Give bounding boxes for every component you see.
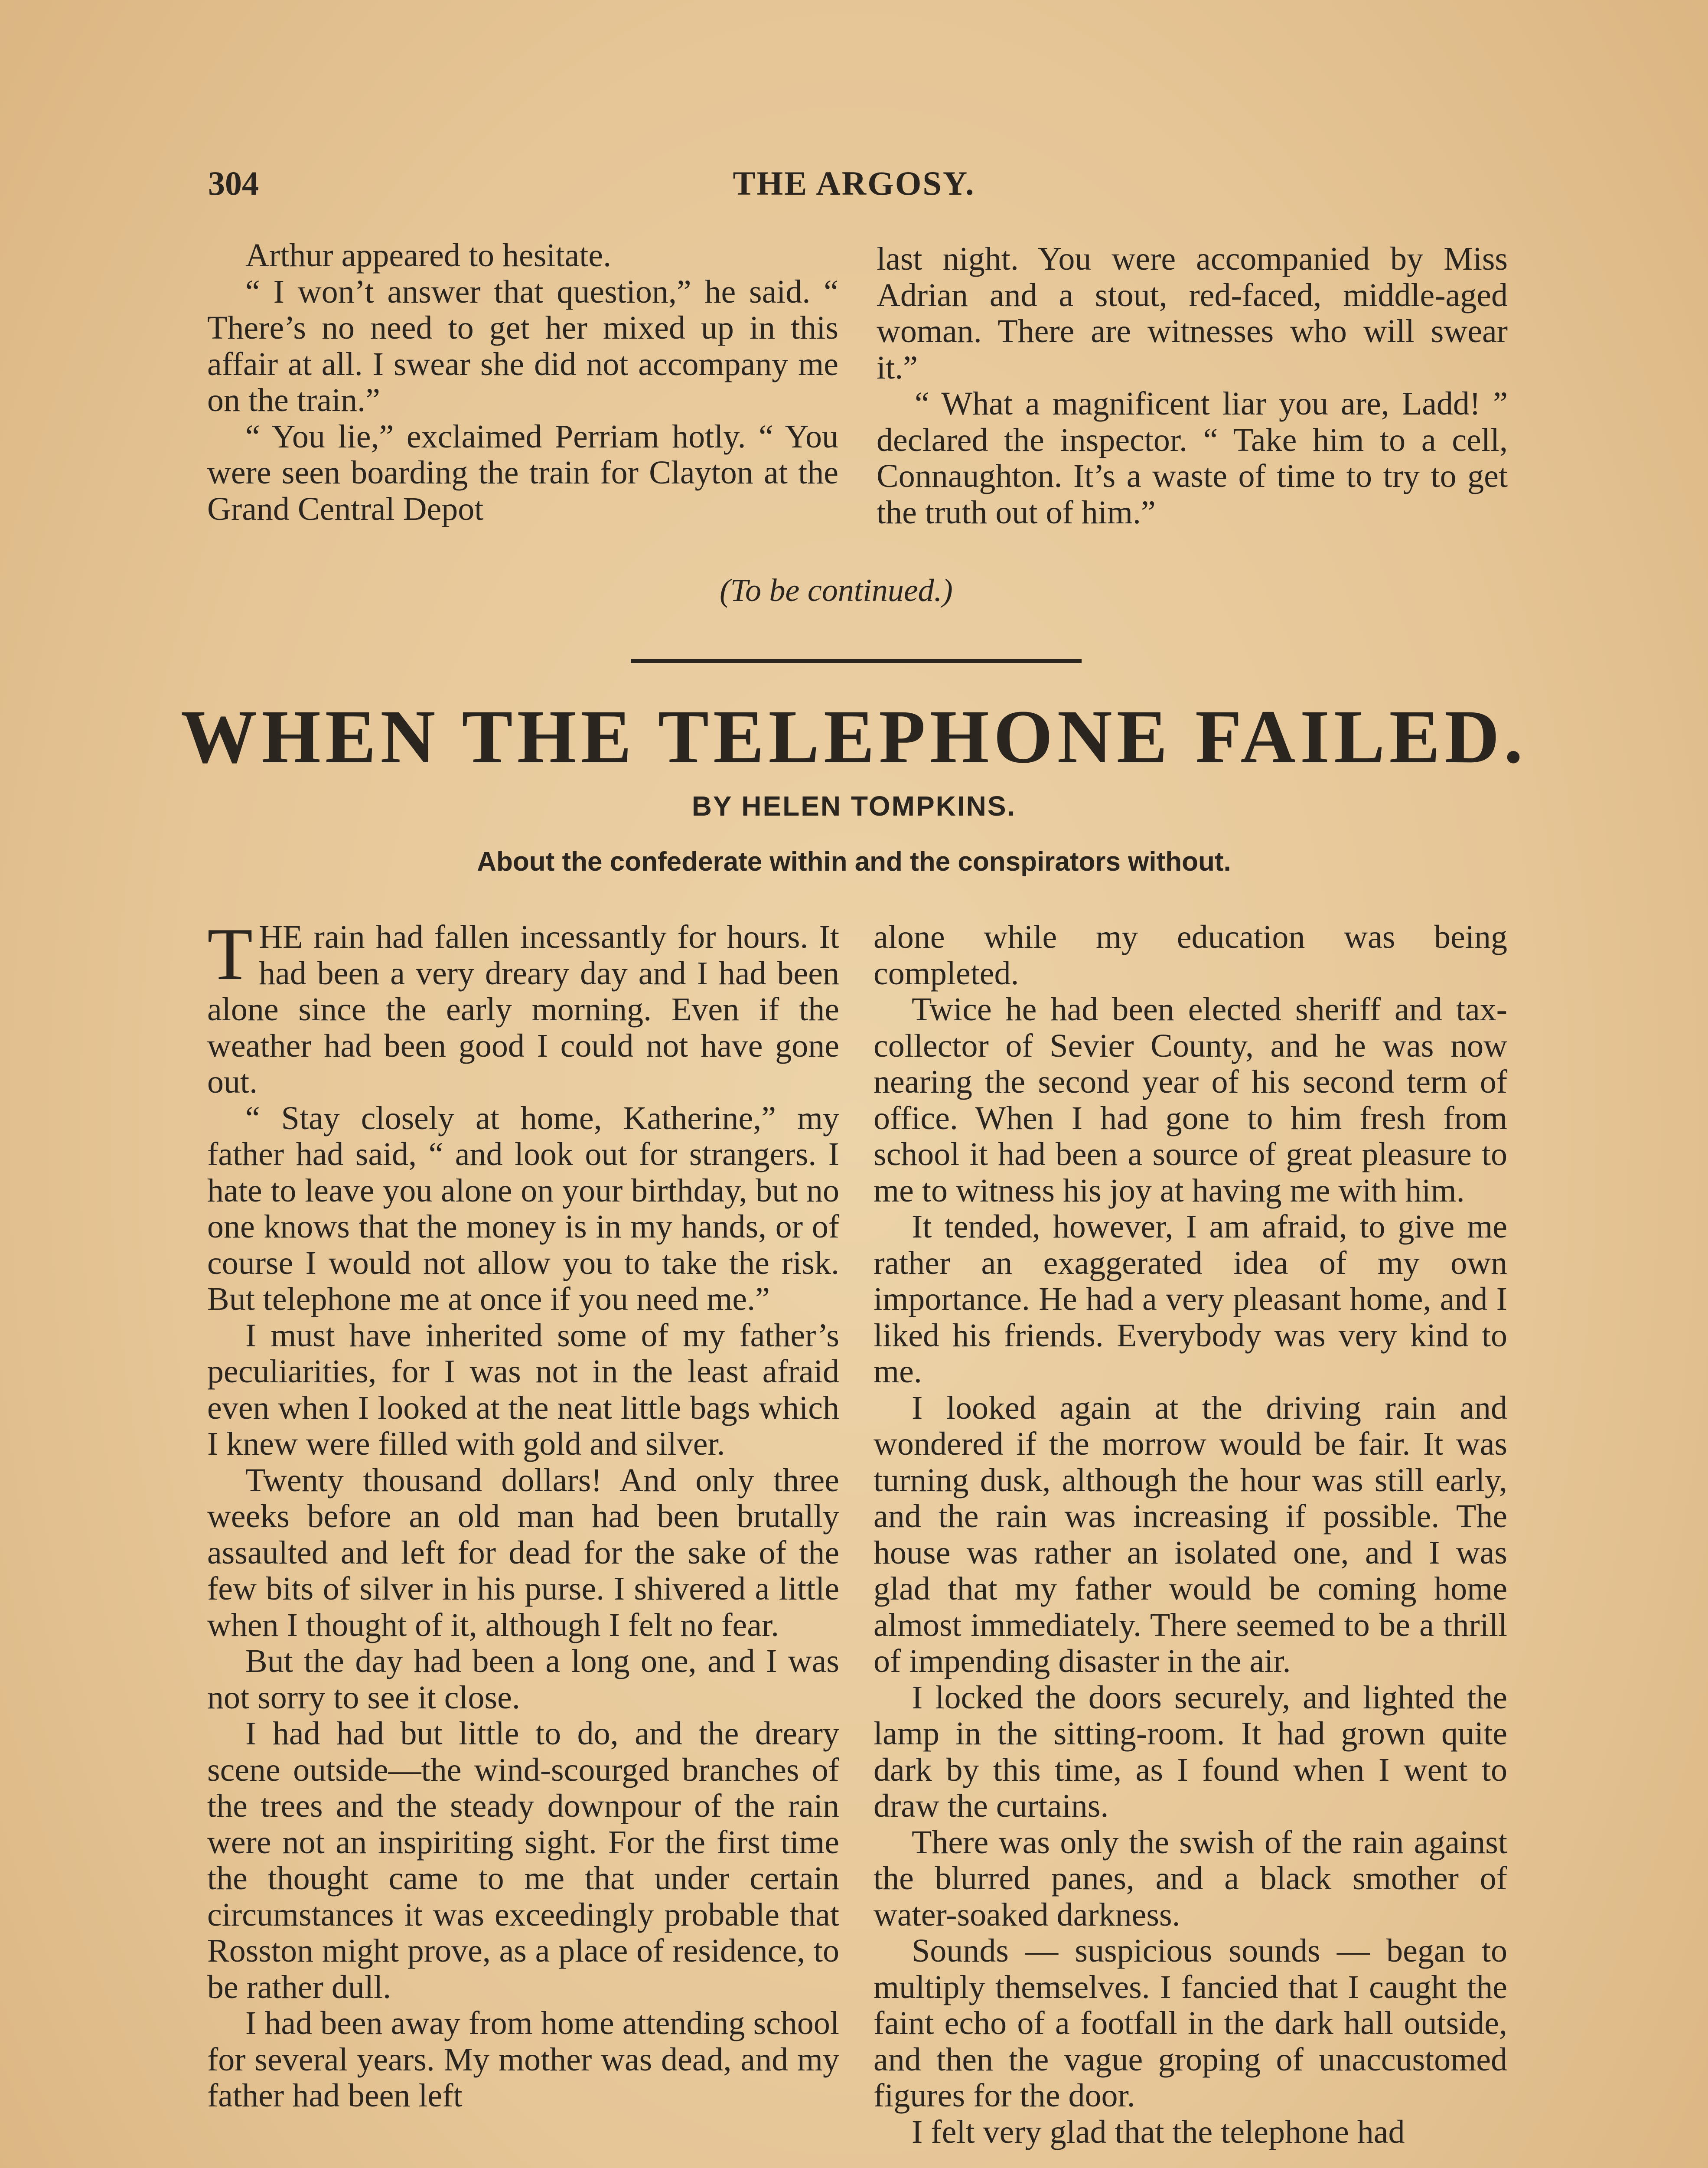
paragraph: I had been away from home attending school for several years. My mother was dead, and my father had been left [207,2005,839,2114]
story-left-column [207,913,839,2114]
paragraph: There was only the swish of the rain against the blurred panes, and a black smother of water-soaked darkness. [874,1824,1507,1933]
running-head: THE ARGOSY. [733,164,975,202]
paragraph: alone while my education was being completed. [874,919,1507,992]
paragraph: “ Stay closely at home, Katherine,” my father had said, “ and look out for strangers. I hate to leave you alone on your birthday, but no one knows that the money is in my hands, or of course I would not allow you to take the risk. But telephone me at once if you need me.” [207,1100,839,1317]
paragraph: But the day had been a long one, and I was not sorry to see it close. [207,1643,839,1716]
paragraph: “ What a magnificent liar you are, Ladd! ” declared the inspector. “ Take him to a cell, Connaughton. It’s a waste of time to try to get the truth out of him.” [877,385,1508,531]
paragraph: Arthur appeared to hesitate. [245,237,612,274]
story-right-column [874,919,1507,2150]
opening-paragraph-text: HE rain had fallen incessantly for hours. It had been a very dreary day and I had been alone since the early morning. Even if the weather had been good I could not have gone out. [207,919,839,1100]
section-divider [631,659,1082,663]
page-number: 304 [208,164,259,202]
opening-paragraph [207,913,839,1100]
drop-cap: T [207,913,253,996]
paragraph: I looked again at the driving rain and wondered if the morrow would be fair. It was turning dusk, although the hour was still early, and the rain was increasing if possible. The house was rather an isolated one, and I was glad that my father would be coming home almost immediately. There seemed to be a thrill of impending disaster in the air. [874,1389,1507,1679]
story-title: WHEN THE TELEPHONE FAILED. [181,695,1527,779]
paragraph: I felt very glad that the telephone had [912,2113,1405,2150]
previous-story-right-column [877,241,1508,531]
paragraph: last night. You were accompanied by Miss Adrian and a stout, red-faced, middle-aged woman. There are witnesses who will swear it.” [877,241,1508,386]
story-byline: BY HELEN TOMPKINS. [691,790,1017,822]
paragraph: I locked the doors securely, and lighted the lamp in the sitting-room. It had grown quite dark by this time, as I found when I went to draw the curtains. [874,1679,1507,1824]
paragraph: I had had but little to do, and the dreary scene outside—the wind-scourged branches of the trees and the steady downpour of the rain were not an inspiriting sight. For the first time the thought came to me that under certain circumstances it was exceedingly probable that Rosston might prove, as a place of residence, to be rather dull. [207,1715,839,2005]
to-be-continued-note: (To be continued.) [720,573,953,608]
paragraph: “ I won’t answer that question,” he said. “ There’s no need to get her mixed up in this affair at all. I swear she did not accompany me on the train.” [207,273,838,418]
paragraph: I must have inherited some of my father’s peculiarities, for I was not in the least afraid even when I looked at the neat little bags which I knew were filled with gold and silver. [207,1317,839,1462]
paragraph: Twice he had been elected sheriff and tax-collector of Sevier County, and he was now nearing the second year of his second term of office. When I had gone to him fresh from school it had been a source of great pleasure to me to witness his joy at having me with him. [874,991,1507,1209]
paragraph: Twenty thousand dollars! And only three weeks before an old man had been brutally assaulted and left for dead for the sake of the few bits of silver in his purse. I shivered a little when I thought of it, although I felt no fear. [207,1462,839,1643]
paragraph: Sounds — suspicious sounds — began to multiply themselves. I fancied that I caught the faint echo of a footfall in the dark hall outside, and then the vague groping of unaccustomed figures for the door. [874,1933,1507,2114]
paragraph: “ You lie,” exclaimed Perriam hotly. “ You were seen boarding the train for Clayton at the Grand Central Depot [207,418,838,527]
story-subtitle: About the confederate within and the conspirators without. [477,847,1231,877]
paragraph: It tended, however, I am afraid, to give me rather an exaggerated idea of my own importance. He had a very pleasant home, and I liked his friends. Everybody was very kind to me. [874,1208,1507,1390]
previous-story-left-column [207,238,838,527]
